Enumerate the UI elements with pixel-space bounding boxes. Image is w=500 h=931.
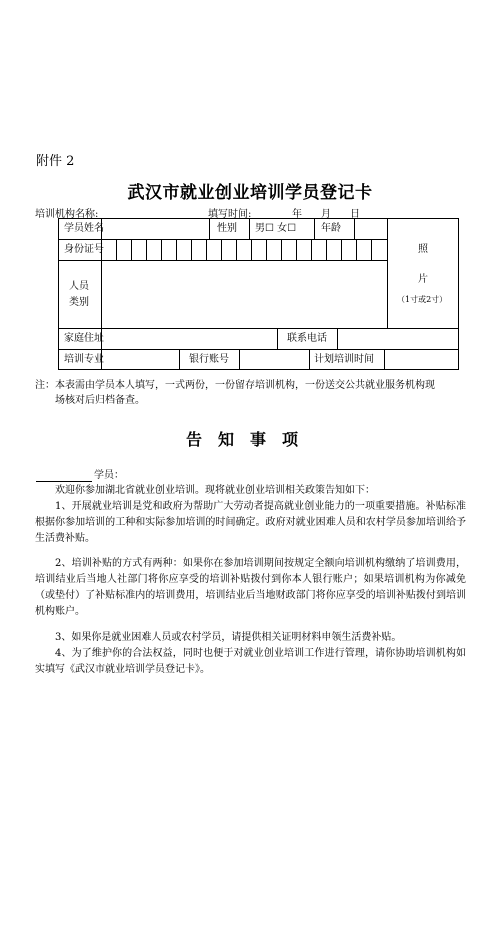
cell-divider: [239, 349, 240, 370]
notice-item-1: 1、开展就业培训是党和政府为帮助广大劳动者提高就业创业能力的一项重要措施。补贴标准根据你参加培训的工种和实际参加培训的时间确定。政府对就业困难人员和农村学员参加培训给予生活费补贴。: [35, 501, 466, 544]
note-line-2: 场核对后归档备查。: [55, 395, 145, 406]
form-title: 武汉市就业创业培训学员登记卡: [127, 183, 373, 203]
address-label: 家庭住址: [64, 333, 104, 344]
notice-item-4: 4、为了维护你的合法权益，同时也便于对就业创业培训工作进行管理，请你协助培训机构如实填写《武汉市就业培训学员登记卡》。: [35, 648, 466, 675]
notice-title: 告知事项: [185, 430, 314, 449]
org-name-label: 培训机构名称:: [35, 209, 99, 220]
id-digit-box: [296, 239, 297, 260]
id-digit-box: [206, 239, 207, 260]
student-salutation: 学员：: [94, 470, 124, 481]
cell-divider: [277, 328, 278, 349]
gender-label: 性别: [217, 223, 237, 234]
id-digit-box: [221, 239, 222, 260]
year-label: 年: [292, 209, 302, 220]
cell-divider: [314, 219, 315, 239]
id-digit-box: [266, 239, 267, 260]
attachment-label: 附件 2: [36, 154, 75, 169]
cell-divider: [354, 219, 355, 239]
cell-divider: [179, 349, 180, 370]
row-divider: [59, 328, 458, 329]
category-label-1: 人员: [69, 281, 89, 292]
id-digit-box: [131, 239, 132, 260]
id-digit-box: [356, 239, 357, 260]
day-label: 日: [350, 209, 360, 220]
id-digit-box: [281, 239, 282, 260]
fill-time-label: 填写时间:: [208, 209, 252, 220]
id-digit-box: [251, 239, 252, 260]
cell-divider: [309, 349, 310, 370]
notice-item-2: 2、培训补贴的方式有两种：如果你在参加培训期间按规定全额向培训机构缴纳了培训费用，培训结业后当地人社部门将你应享受的培训补贴拨付到你本人银行账户；如果培训机构为你减免（或垫付）了补贴标准内的培训费用，培训结业后当地财政部门将你应享受的培训补贴拨付到培训机构账户。: [35, 558, 466, 617]
id-digit-box: [311, 239, 312, 260]
cell-divider: [337, 328, 338, 349]
name-label: 学员姓名: [64, 223, 104, 234]
photo-label-2: 片: [418, 274, 428, 285]
cell-divider: [249, 219, 250, 239]
row-divider: [59, 260, 387, 261]
cell-divider: [209, 219, 210, 239]
photo-size-note: （1寸或2寸）: [397, 295, 448, 304]
row-divider: [59, 349, 458, 350]
id-digit-box: [176, 239, 177, 260]
id-digit-box: [326, 239, 327, 260]
row-divider: [59, 239, 387, 240]
bank-account-label: 银行账号: [189, 354, 229, 365]
id-digit-box: [116, 239, 117, 260]
age-label: 年龄: [321, 223, 341, 234]
phone-label: 联系电话: [287, 333, 327, 344]
notice-intro: 欢迎你参加湖北省就业创业培训。现将就业创业培训相关政策告知如下：: [55, 485, 375, 496]
id-digit-box: [161, 239, 162, 260]
id-digit-box: [236, 239, 237, 260]
notice-item-3: 3、如果你是就业困难人员或农村学员，请提供相关证明材料申领生活费补贴。: [55, 632, 402, 643]
photo-label: 照: [418, 244, 428, 255]
major-label: 培训专业: [64, 354, 104, 365]
cell-divider: [384, 349, 385, 370]
planned-time-label: 计划培训时间: [314, 354, 374, 365]
id-digit-box: [341, 239, 342, 260]
id-digit-box: [371, 239, 372, 260]
registration-table: [58, 218, 459, 370]
month-label: 月: [321, 209, 331, 220]
student-name-blank: [36, 470, 92, 482]
label-divider: [101, 219, 102, 370]
photo-divider: [387, 219, 388, 328]
form-note: [35, 378, 465, 408]
note-line-1: 注：本表需由学员本人填写，一式两份，一份留存培训机构，一份送交公共就业服务机构现: [35, 380, 435, 391]
id-digit-box: [146, 239, 147, 260]
category-label-2: 类别: [69, 297, 89, 308]
id-digit-box: [191, 239, 192, 260]
id-number-label: 身份证号: [64, 244, 104, 255]
gender-checkboxes[interactable]: 男☐ 女☐: [255, 223, 297, 234]
